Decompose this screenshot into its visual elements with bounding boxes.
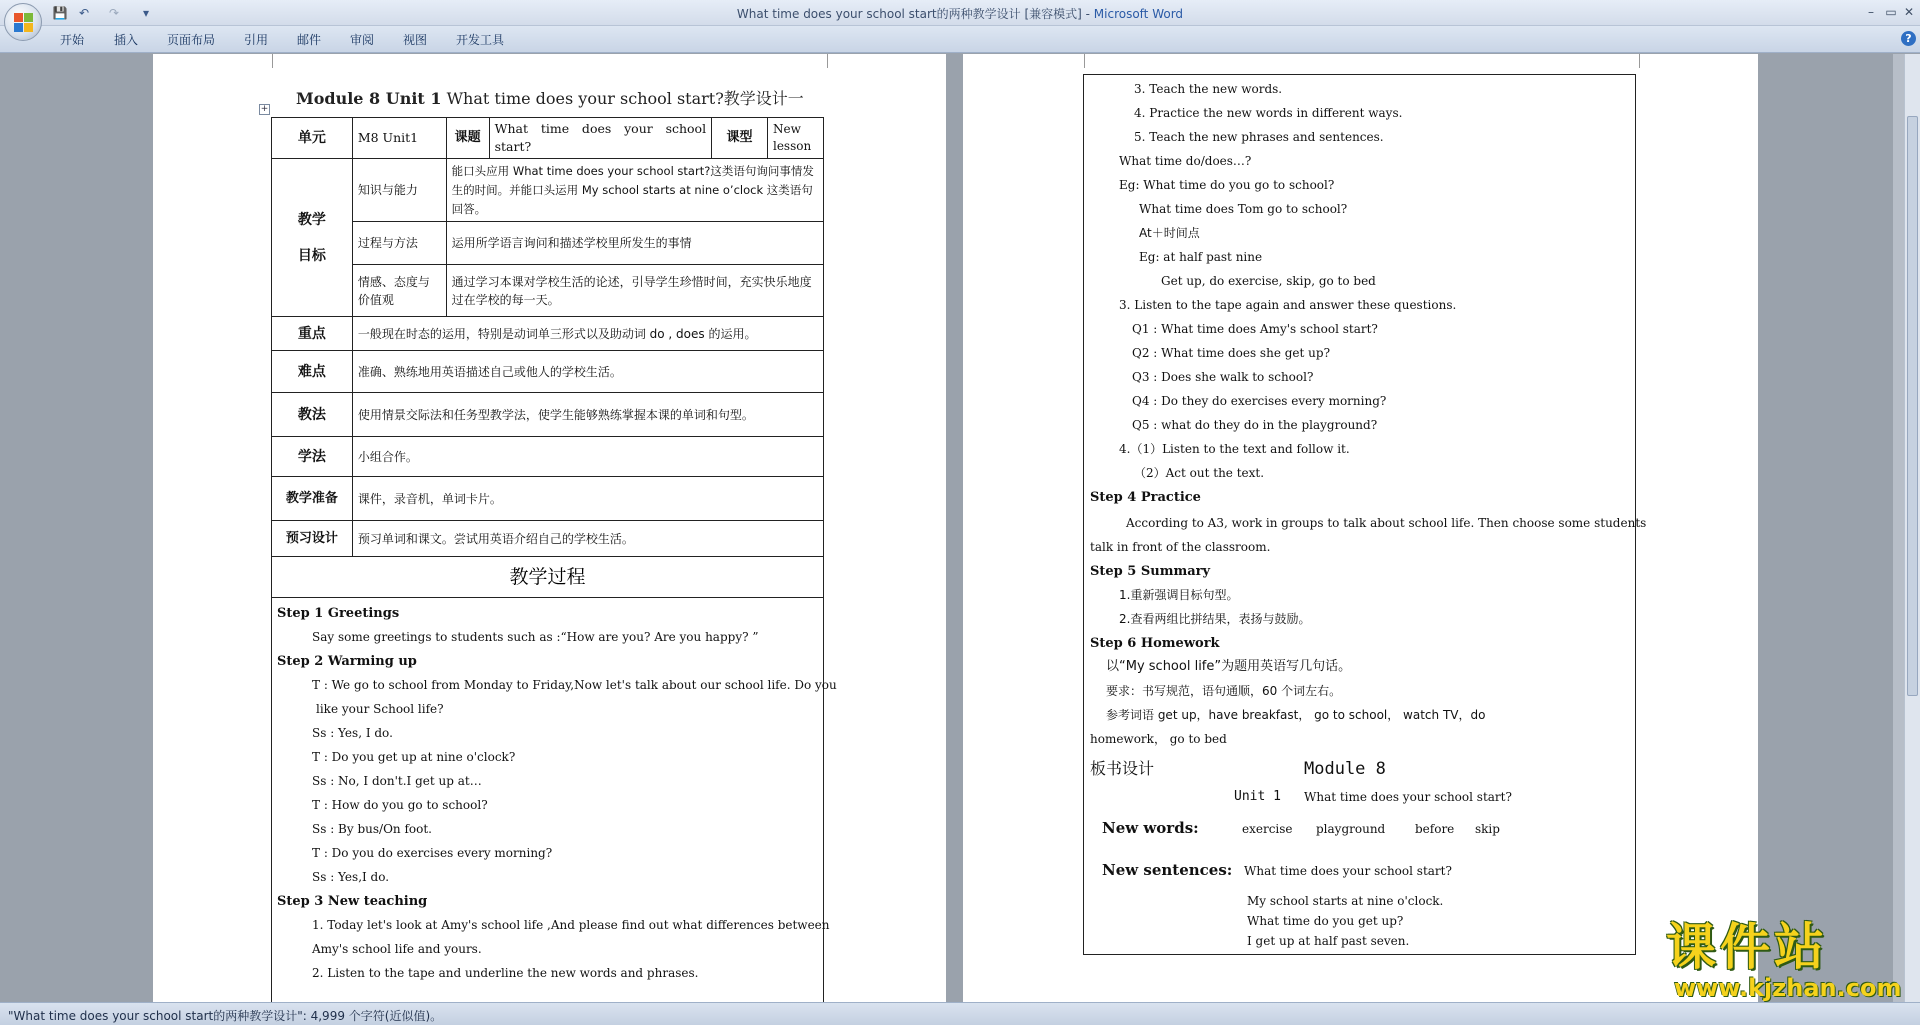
sentence-line: My school starts at nine o'clock. [1247,894,1444,908]
watermark-url: www.kjzhan.com [1674,974,1902,1002]
title-bar [0,0,1920,26]
step3-line: 1. Today let's look at Amy's school life ,And please find out what differences between [312,918,830,932]
vertical-scrollbar[interactable] [1904,54,1920,1002]
board-unit-label: Unit 1 [1234,789,1281,804]
key-point-text: 一般现在时态的运用，特别是动词单三形式以及助动词 do , does 的运用。 [352,317,823,351]
step5-title: Step 5 Summary [1090,564,1211,579]
step3-title: Step 3 New teaching [277,894,428,909]
act-out-line: （2）Act out the text. [1134,466,1265,480]
help-icon[interactable]: ? [1901,31,1916,46]
step3-line: 2. Listen to the tape and underline the new words and phrases. [312,966,699,980]
new-words-label: New words: [1102,819,1199,837]
tab-mailings[interactable]: 邮件 [297,33,322,47]
step2-line: T : We go to school from Monday to Friday,Now let's talk about our school life. Do you [312,678,837,692]
learning-method-label: 学法 [272,437,353,477]
window-title-sep: - [1081,7,1094,21]
step3-line: Amy's school life and yours. [312,942,482,956]
listen-follow-line: 4.（1）Listen to the text and follow it. [1119,442,1350,456]
step2-line: Ss : Yes, I do. [312,726,393,740]
minimize-icon[interactable]: – [1868,5,1874,19]
sentence-line: What time does your school start? [1244,864,1452,878]
new-word: skip [1475,822,1500,836]
scrollbar-thumb[interactable] [1907,116,1918,696]
document-title [296,86,804,109]
what-time-pattern: What time do/does…? [1119,154,1252,168]
teaching-method-text: 使用情景交际法和任务型教学法，使学生能够熟练掌握本课的单词和句型。 [352,393,823,437]
ribbon-tabs [0,26,1920,53]
preparation-label: 教学准备 [272,477,353,521]
window-title-app: Microsoft Word [1093,7,1184,21]
tab-insert[interactable]: 插入 [114,33,139,47]
tab-home[interactable]: 开始 [60,33,85,47]
window-title-doc: What time does your school start的两种教学设计 [兼容模式] [736,7,1082,21]
undo-icon[interactable]: ↶ [78,6,90,20]
question-line: Q5 : what do they do in the playground? [1132,418,1378,432]
goal-attitude-text: 通过学习本课对学校生活的论述，引导学生珍惜时间，充实快乐地度过在学校的每一天。 [446,265,823,317]
step2-line: T : Do you do exercises every morning? [312,846,553,860]
board-module: Module 8 [1304,759,1386,779]
goal-label-1: 教学 [297,211,326,228]
step1-text: Say some greetings to students such as :“How are you? Are you happy? ” [312,630,759,644]
redo-icon[interactable]: ↷ [108,6,120,20]
question-line: Q4 : Do they do exercises every morning? [1132,394,1387,408]
content-frame [1083,74,1647,955]
question-line: Q2 : What time does she get up? [1132,346,1330,360]
document-title-rest: What time does your school start?教学设计一 [441,89,804,108]
step2-line: Ss : No, I don't.I get up at… [312,774,482,788]
tab-developer[interactable]: 开发工具 [456,33,505,47]
board-unit-question: What time does your school start? [1304,790,1512,804]
step6-title: Step 6 Homework [1090,636,1220,651]
status-text: "What time does your school start的两种教学设计": 4,999 个字符(近似值)。 [8,1009,443,1023]
step4-title: Step 4 Practice [1090,490,1201,505]
restore-icon[interactable]: ▭ [1885,5,1897,19]
goal-process-label: 过程与方法 [352,222,446,265]
example-line: At＋时间点 [1139,226,1200,240]
crop-mark [253,54,273,68]
example-line: What time does Tom go to school? [1139,202,1348,216]
topic-label: 课题 [446,118,489,159]
office-logo-icon [14,13,34,33]
homework-line: 参考词语 get up，have breakfast， go to school， watch TV，do [1106,708,1486,722]
new-word: playground [1316,822,1386,836]
customize-qat-icon[interactable]: ▾ [142,6,150,20]
tab-view[interactable]: 视图 [403,33,428,47]
listen-again-line: 3. Listen to the tape again and answer these questions. [1119,298,1457,312]
unit-value: M8 Unit1 [352,118,446,159]
new-sentences-label: New sentences: [1102,861,1233,879]
difficulty-label: 难点 [272,351,353,393]
goal-knowledge-text: 能口头应用 What time does your school start?这类语句询问事情发生的时间。并能口头运用 My school starts at nine o’clock 这类语句回答。 [446,159,823,222]
step2-line: Ss : Yes,I do. [312,870,390,884]
step4-text: According to A3, work in groups to talk about school life. Then choose some students [1126,516,1647,530]
step2-line: T : Do you get up at nine o'clock? [312,750,516,764]
example-line: Get up, do exercise, skip, go to bed [1161,274,1376,288]
summary-line: 2.查看两组比拼结果，表扬与鼓励。 [1119,612,1311,626]
step4-text: talk in front of the classroom. [1090,540,1271,554]
sentence-line: What time do you get up? [1247,914,1404,928]
homework-line: 以“My school life”为题用英语写几句话。 [1106,659,1352,674]
topic-value: What time does your school start? [489,118,711,159]
type-label: 课型 [712,118,768,159]
homework-line: 要求：书写规范，语句通顺，60 个词左右。 [1106,684,1342,698]
goal-knowledge-label: 知识与能力 [352,159,446,222]
goal-process-text: 运用所学语言询问和描述学校里所发生的事情 [446,222,823,265]
step1-title: Step 1 Greetings [277,606,400,621]
preview-label: 预习设计 [272,521,353,557]
teach-line: 3. Teach the new words. [1134,82,1283,96]
process-title: 教学过程 [271,556,824,598]
step2-title: Step 2 Warming up [277,654,417,669]
goal-label [272,159,353,317]
document-page-2[interactable] [963,54,1758,1002]
type-value: New lesson [767,118,823,159]
lesson-plan-table [271,117,824,557]
homework-line: homework， go to bed [1090,732,1227,746]
goal-label-2: 目标 [297,247,326,264]
example-line: Eg: at half past nine [1139,250,1263,264]
preparation-text: 课件，录音机，单词卡片。 [352,477,823,521]
question-line: Q3 : Does she walk to school? [1132,370,1314,384]
summary-line: 1.重新强调目标句型。 [1119,588,1239,602]
tab-review[interactable]: 审阅 [350,33,375,47]
key-point-label: 重点 [272,317,353,351]
tab-page-layout[interactable]: 页面布局 [167,33,216,47]
site-watermark [1666,918,1906,1004]
office-button[interactable] [4,3,42,41]
tab-references[interactable]: 引用 [244,33,269,47]
new-word: exercise [1242,822,1293,836]
window-title [0,5,1920,22]
document-workspace [0,54,1904,1002]
teach-line: 5. Teach the new phrases and sentences. [1134,130,1384,144]
teach-line: 4. Practice the new words in different ways. [1134,106,1403,120]
crop-mark [1639,54,1659,68]
preview-text: 预习单词和课文。尝试用英语介绍自己的学校生活。 [352,521,823,557]
teaching-method-label: 教法 [272,393,353,437]
example-line: Eg: What time do you go to school? [1119,178,1335,192]
sentence-line: I get up at half past seven. [1247,934,1410,948]
process-section [271,598,837,1002]
step2-line: T : How do you go to school? [312,798,488,812]
close-icon[interactable]: ✕ [1903,5,1915,19]
save-icon[interactable]: 💾 [52,6,68,20]
learning-method-text: 小组合作。 [352,437,823,477]
status-bar [0,1002,1920,1025]
document-page-1[interactable] [153,54,946,1002]
step2-line: like your School life? [316,702,444,716]
new-word: before [1415,822,1455,836]
crop-mark [827,54,847,68]
crop-mark [1065,54,1085,68]
unit-label: 单元 [272,118,353,159]
table-move-handle-icon[interactable]: + [260,104,269,114]
question-line: Q1 : What time does Amy's school start? [1132,322,1378,336]
watermark-title: 课件站 [1666,918,1828,976]
difficulty-text: 准确、熟练地用英语描述自己或他人的学校生活。 [352,351,823,393]
vertical-ruler [1893,54,1904,1002]
step2-line: Ss : By bus/On foot. [312,822,432,836]
goal-attitude-label: 情感、态度与价值观 [352,265,446,317]
board-label: 板书设计 [1090,759,1155,778]
document-title-bold: Module 8 Unit 1 [296,89,442,108]
